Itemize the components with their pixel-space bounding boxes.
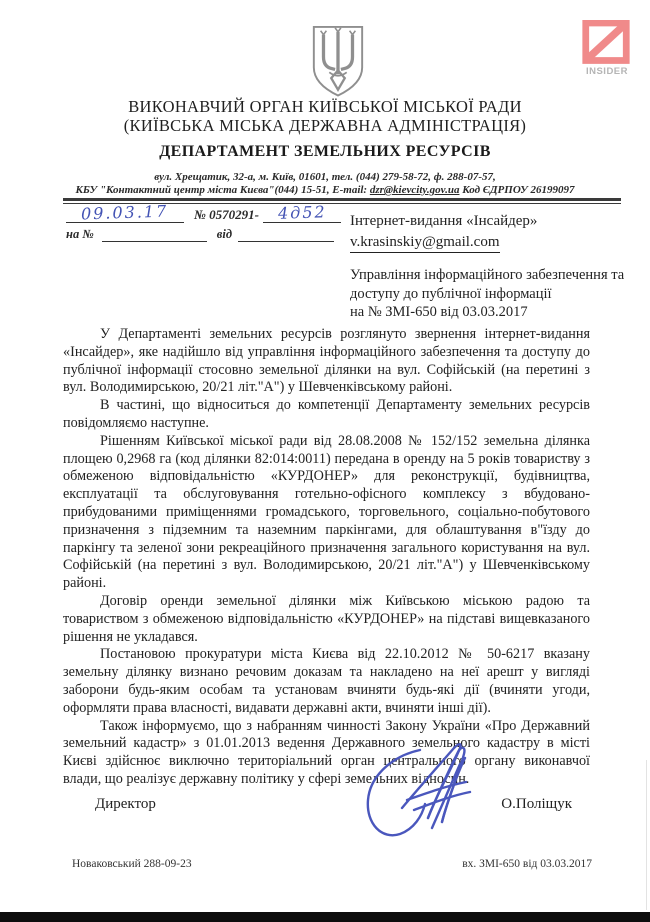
body-paragraph: Рішенням Київської міської ради від 28.08.2008 № 152/152 земельна ділянка площею 0,2968 га (код ділянки 82:014:0011) передана в оренду на 5 років товариству з обмеженою відповідальністю «КУРДОНЕР» для реконструкції, будівництва, експлуатації та обслуговування готельно-офісного комплексу з вбудовано-прибудованими приміщеннями громадського, торговельного, соціально-побутового призначення з підземним та наземним паркінгами, для облаштування в"їзду до паркінгу та зеленої зони рекреаційного призначення загального користування на вул. Софійській (на перетині з вул. Володимирською, 20/21 літ."А") у Шевченківському районі. <box>63 432 590 592</box>
request-source-line2: доступу до публічної інформації <box>350 285 552 302</box>
executor-reference: Новаковський 288-09-23 <box>72 858 192 870</box>
insider-logo-icon <box>582 20 630 65</box>
from-date-label: від <box>216 227 233 241</box>
department-name: ДЕПАРТАМЕНТ ЗЕМЕЛЬНИХ РЕСУРСІВ <box>159 143 491 160</box>
signer-title: Директор <box>95 796 156 812</box>
letterhead-email: dzr@kievcity.gov.ua <box>369 184 460 196</box>
incoming-number-field <box>102 226 207 242</box>
insider-logo <box>582 20 632 77</box>
recipient-block <box>350 212 620 253</box>
body-paragraph: В частині, що відноситься до компетенції Департаменту земельних ресурсів повідомляємо наступне. <box>63 397 590 431</box>
incoming-stamp-reference: вх. ЗМІ-650 від 03.03.2017 <box>462 858 592 870</box>
outgoing-date-field <box>66 201 184 224</box>
request-reference-line: на № ЗМІ-650 від 03.03.2017 <box>350 304 528 320</box>
address-line2-suffix: Код ЄДРПОУ 26199097 <box>459 184 575 196</box>
address-line2-prefix: КБУ "Контактний центр міста Києва"(044) 15-51, E-mail: <box>75 184 370 196</box>
scan-artifact-line <box>646 760 647 910</box>
body-paragraph: Договір оренди земельної ділянки між Київською міською радою та товариством з обмеженою відповідальністю «КУРДОНЕР» на підставі вищевказаного рішення не укладався. <box>63 592 590 645</box>
scan-edge-strip <box>0 912 650 922</box>
incoming-date-field <box>238 226 334 242</box>
handwritten-number: 4д52 <box>277 202 327 223</box>
letter-body <box>63 326 590 789</box>
letterhead-address-line1: вул. Хрещатик, 32-а, м. Київ, 01601, тел. (044) 279-58-72, ф. 288-07-57, <box>154 171 496 183</box>
reference-block <box>66 201 356 242</box>
body-paragraph: У Департаменті земельних ресурсів розглянуто звернення інтернет-видання «Інсайдер», яке надійшло від управління інформаційного забезпечення та доступу до публічної інформації стосовно земельної ділянки на вул. Софійській (на перетині з вул. Володимирською, 20/21 літ."А") у Шевченківському районі. <box>63 326 590 396</box>
signer-name: О.Поліщук <box>501 796 572 812</box>
outgoing-number-field <box>263 202 341 223</box>
insider-logo-text: INSIDER <box>585 66 629 77</box>
outgoing-number-prefix: № 0570291- <box>194 207 259 222</box>
handwritten-signature <box>362 738 497 850</box>
body-paragraph: Постановою прокуратури міста Києва від 22.10.2012 № 50-6217 вказану земельну ділянку визнано речовим доказам та накладено на неї арешт у вигляді заборони будь-яким особам та установам вчиняти будь-які дії (вчиняти угоди, оформляти права власності, видавати державні акти, вчиняти інші дії). <box>63 646 590 716</box>
request-source-line1: Управління інформаційного забезпечення та <box>350 267 625 283</box>
recipient-name: Інтернет-видання «Інсайдер» <box>350 213 538 229</box>
request-source-block <box>350 266 628 322</box>
on-number-label: на № <box>66 227 94 241</box>
letterhead-address-line2 <box>0 184 650 196</box>
recipient-email: v.krasinskiy@gmail.com <box>350 233 500 253</box>
body-paragraph: Також інформуємо, що з набранням чинності Закону України «Про Державний земельний кадастр» з 01.01.2013 ведення Державного земельного кадастру в місті Києві здійснює виключно територіальний орган центрального органу виконавчої влади, що реалізує державну політику у сфері земельних відносин. <box>63 717 590 787</box>
org-name-line2: (КИЇВСЬКА МІСЬКА ДЕРЖАВНА АДМІНІСТРАЦІЯ) <box>123 116 527 135</box>
handwritten-date: 09.03.17 <box>81 201 169 224</box>
org-name-line1: ВИКОНАВЧИЙ ОРГАН КИЇВСЬКОЇ МІСЬКОЇ РАДИ <box>128 97 522 116</box>
trident-emblem-icon <box>309 24 367 102</box>
signature-row <box>63 796 590 813</box>
reference-row-incoming <box>66 226 356 242</box>
reference-row-outgoing <box>66 201 356 224</box>
